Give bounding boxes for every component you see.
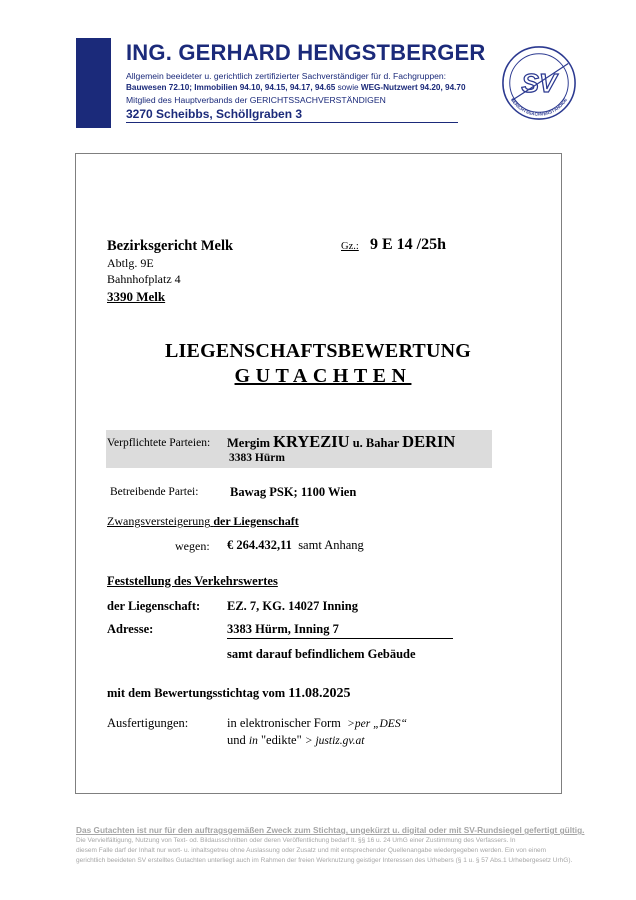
header-accent-bar	[76, 38, 111, 128]
sv-seal-logo	[500, 44, 578, 122]
expert-address: 3270 Scheibbs, Schöllgraben 3	[126, 107, 458, 123]
copies-des-ref: >per „DES“	[347, 718, 407, 730]
parties-label: Verpflichtete Parteien:	[107, 437, 211, 449]
claim-amount-suffix: samt Anhang	[298, 538, 364, 552]
auction-label-bold: der Liegenschaft	[213, 514, 299, 528]
property-value: EZ. 7, KG. 14027 Inning	[227, 599, 358, 613]
court-city: 3390 Melk	[107, 289, 166, 304]
specialties-main: Bauwesen 72.10; Immobilien 94.10, 94.15, 94.17, 94.65	[126, 83, 336, 92]
case-number: 9 E 14 /25h	[370, 236, 447, 253]
court-department: Abtlg. 9E	[107, 256, 154, 270]
seal-ring-text: GERICHTSSACHVERSTÄNDIGE	[509, 97, 569, 117]
valuation-date-line	[107, 686, 350, 702]
expert-qualification: Allgemein beeideter u. gerichtlich zertifizierter Sachverständiger für d. Fachgruppen:	[126, 71, 447, 81]
claim-amount-value: € 264.432,11	[227, 538, 292, 552]
expert-specialties	[126, 83, 466, 92]
copies-electronic: in elektronischer Form	[227, 716, 341, 730]
copies-justiz-ref: > justiz.gv.at	[304, 735, 365, 747]
specialties-connector: sowie	[337, 83, 359, 92]
document-subtitle: GUTACHTEN	[234, 365, 412, 387]
copies-line-1	[227, 716, 407, 731]
copies-and: und	[227, 733, 246, 747]
address-label: Adresse:	[107, 622, 154, 636]
svg-text:GERICHTSSACHVERSTÄNDIGE	[510, 97, 568, 117]
footer-validity-note: Das Gutachten ist nur für den auftragsgemäßen Zweck zum Stichtag, ungekürzt u. digital oder mit SV-Rundsiegel gefertigt gültig.	[76, 825, 585, 835]
footer-copyright-1: Die Vervielfältigung, Nutzung von Text- od. Bildausschnitten oder deren Veröffentlichung bedarf lt. §§ 16 u. 24 UrhG einer Zustimmung des Verfassers. In	[76, 837, 516, 844]
parties-place: 3383 Hürm	[229, 452, 285, 464]
party-first-given: Mergim	[227, 436, 271, 450]
court-name: Bezirksgericht Melk	[107, 238, 234, 254]
expert-membership: Mitglied des Hauptverbands der GERICHTSSACHVERSTÄNDIGEN	[126, 95, 386, 105]
party-connector: u. Bahar	[352, 436, 400, 450]
buildings-note: samt darauf befindlichem Gebäude	[227, 647, 416, 661]
case-number-label: Gz.:	[341, 241, 359, 252]
auction-heading	[107, 514, 299, 529]
document-title: LIEGENSCHAFTSBEWERTUNG	[165, 340, 471, 362]
valuation-heading: Feststellung des Verkehrswertes	[107, 574, 278, 588]
copies-line-2	[227, 733, 364, 748]
copies-label: Ausfertigungen:	[107, 716, 189, 730]
copies-in: in	[248, 735, 258, 747]
seal-initials: SV	[521, 67, 557, 98]
footer-copyright-3: gerichtlich beeideten SV erstelltes Gutachten unterliegt auch im Rahmen der freien Werknutzung geistiger Interessen des Urhebers (§ 1 u. § 57 Abs.1 Urhebergesetz UrhG).	[76, 857, 573, 864]
specialties-weg: WEG-Nutzwert 94.20, 94.70	[360, 83, 466, 92]
parties-names	[227, 432, 455, 452]
valuation-date-label: mit dem Bewertungsstichtag vom	[107, 686, 286, 700]
claim-amount	[227, 538, 364, 553]
expert-name: ING. GERHARD HENGSTBERGER	[126, 40, 486, 65]
claim-label: wegen:	[175, 539, 210, 553]
party-second-surname: DERIN	[402, 432, 456, 451]
creditor-value: Bawag PSK; 1100 Wien	[230, 485, 357, 499]
address-value: 3383 Hürm, Inning 7	[227, 622, 453, 639]
footer-copyright-2: diesem Falle darf der Inhalt nur wort- u. inhaltsgetreu ohne Auslassung oder Zusatz und mit entsprechender Quellenangabe wiedergegeben werden. Ein von einem	[76, 847, 547, 854]
valuation-date: 11.08.2025	[288, 686, 351, 701]
party-first-surname: KRYEZIU	[273, 432, 350, 451]
creditor-label: Betreibende Partei:	[110, 486, 199, 498]
court-street: Bahnhofplatz 4	[107, 272, 181, 286]
auction-label-plain: Zwangsversteigerung	[107, 514, 211, 528]
property-label: der Liegenschaft:	[107, 599, 201, 613]
copies-edikte: "edikte"	[260, 733, 302, 747]
